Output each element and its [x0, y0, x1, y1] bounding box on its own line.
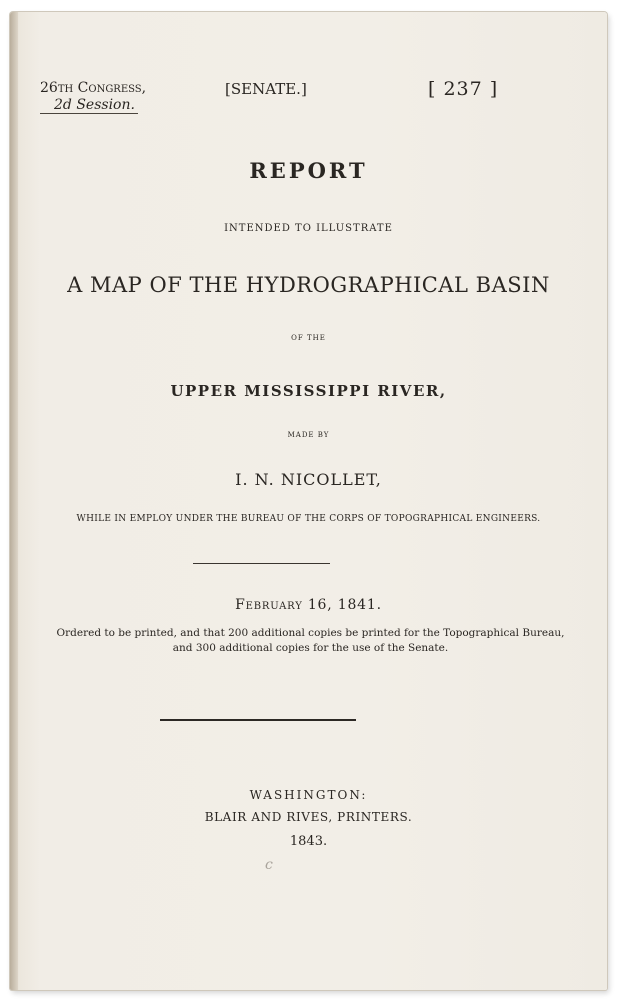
order-date: February 16, 1841.	[235, 597, 382, 613]
chamber-label: [SENATE.]	[225, 80, 307, 98]
imprint-year: 1843.	[289, 834, 328, 849]
document-page	[10, 12, 607, 990]
map-title: A MAP OF THE HYDROGRAPHICAL BASIN	[67, 273, 550, 297]
made-by-line: MADE BY	[287, 431, 330, 439]
congress-number: 26th Congress,	[40, 80, 147, 96]
session-number: 2d Session.	[54, 97, 135, 113]
river-title: UPPER MISSISSIPPI RIVER,	[170, 382, 447, 400]
pencil-mark: c	[265, 857, 273, 873]
imprint-printers: BLAIR AND RIVES, PRINTERS.	[204, 810, 413, 824]
author-name: I. N. NICOLLET,	[235, 470, 382, 489]
imprint-city: WASHINGTON:	[249, 788, 368, 802]
order-text-line1: Ordered to be printed, and that 200 additional copies be printed for the Topographical Bureau,	[56, 627, 565, 639]
order-text	[10, 626, 607, 656]
document-number: [ 237 ]	[428, 78, 499, 100]
divider-rule-long	[160, 719, 356, 721]
intended-line: INTENDED TO ILLUSTRATE	[224, 223, 393, 234]
congress-underline	[40, 113, 138, 114]
divider-rule-short	[193, 563, 330, 564]
report-heading: REPORT	[249, 158, 368, 183]
employ-line: WHILE IN EMPLOY UNDER THE BUREAU OF THE CORPS OF TOPOGRAPHICAL ENGINEERS.	[76, 514, 541, 524]
of-the-line: OF THE	[291, 334, 326, 342]
congress-session	[40, 80, 146, 114]
order-text-line2: and 300 additional copies for the use of the Senate.	[172, 642, 449, 654]
